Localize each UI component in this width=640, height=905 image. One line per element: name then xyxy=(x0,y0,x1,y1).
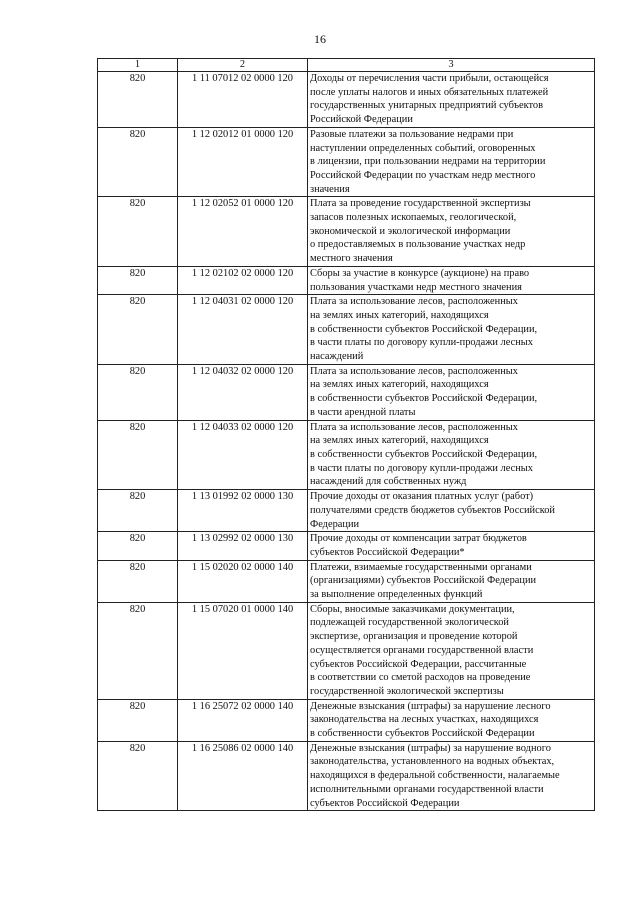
revenue-description-cell: Прочие доходы от компенсации затрат бюджетов субъектов Российской Федерации* xyxy=(308,532,595,560)
revenue-code-cell: 1 15 07020 01 0000 140 xyxy=(178,602,308,699)
table-row xyxy=(98,364,595,420)
revenue-description-cell: Денежные взыскания (штрафы) за нарушение лесного законодательства на лесных участках, находящихся в собственности субъектов Российской Федерации xyxy=(308,699,595,741)
revenue-description-cell: Плата за проведение государственной экспертизы запасов полезных ископаемых, геологической, экономической и экологической информации о предоставляемых в пользование участках недр местного значения xyxy=(308,197,595,267)
administrator-code-cell: 820 xyxy=(98,560,178,602)
revenue-description-cell: Сборы, вносимые заказчиками документации, подлежащей государственной экологической экспертизе, организация и проведение которой осуществляется органами государственной власти субъектов Российской Федерации, рассчитанные в соответствии со сметой расходов на проведение государственной экологической экспертизы xyxy=(308,602,595,699)
revenue-description-cell: Прочие доходы от оказания платных услуг (работ) получателями средств бюджетов субъектов Российской Федерации xyxy=(308,490,595,532)
revenue-code-cell: 1 16 25072 02 0000 140 xyxy=(178,699,308,741)
administrator-code-cell: 820 xyxy=(98,364,178,420)
table-row xyxy=(98,602,595,699)
revenue-code-cell: 1 12 04033 02 0000 120 xyxy=(178,420,308,490)
administrator-code-cell: 820 xyxy=(98,699,178,741)
column-header-3: 3 xyxy=(308,59,595,72)
revenue-description-cell: Платежи, взимаемые государственными органами (организациями) субъектов Российской Федерации за выполнение определенных функций xyxy=(308,560,595,602)
page-number: 16 xyxy=(314,32,326,46)
table-row xyxy=(98,560,595,602)
table-row xyxy=(98,197,595,267)
table-row xyxy=(98,699,595,741)
administrator-code-cell: 820 xyxy=(98,266,178,294)
revenue-description-cell: Плата за использование лесов, расположенных на землях иных категорий, находящихся в собственности субъектов Российской Федерации, в части арендной платы xyxy=(308,364,595,420)
administrator-code-cell: 820 xyxy=(98,420,178,490)
revenue-description-cell: Доходы от перечисления части прибыли, остающейся после уплаты налогов и иных обязательных платежей государственных унитарных предприятий субъектов Российской Федерации xyxy=(308,72,595,128)
column-header-1: 1 xyxy=(98,59,178,72)
administrator-code-cell: 820 xyxy=(98,197,178,267)
table-row xyxy=(98,490,595,532)
revenue-code-cell: 1 12 04032 02 0000 120 xyxy=(178,364,308,420)
table-row xyxy=(98,532,595,560)
revenue-code-cell: 1 13 01992 02 0000 130 xyxy=(178,490,308,532)
revenue-description-cell: Сборы за участие в конкурсе (аукционе) на право пользования участками недр местного значения xyxy=(308,266,595,294)
revenue-description-cell: Плата за использование лесов, расположенных на землях иных категорий, находящихся в собственности субъектов Российской Федерации, в части платы по договору купли-продажи лесных насаждений для собственных нужд xyxy=(308,420,595,490)
revenue-code-cell: 1 12 04031 02 0000 120 xyxy=(178,295,308,365)
administrator-code-cell: 820 xyxy=(98,532,178,560)
revenue-description-cell: Плата за использование лесов, расположенных на землях иных категорий, находящихся в собственности субъектов Российской Федерации, в части платы по договору купли-продажи лесных насаждений xyxy=(308,295,595,365)
revenue-code-cell: 1 12 02102 02 0000 120 xyxy=(178,266,308,294)
administrator-code-cell: 820 xyxy=(98,295,178,365)
administrator-code-cell: 820 xyxy=(98,741,178,811)
revenue-code-cell: 1 11 07012 02 0000 120 xyxy=(178,72,308,128)
revenue-code-cell: 1 12 02012 01 0000 120 xyxy=(178,127,308,197)
revenue-code-cell: 1 12 02052 01 0000 120 xyxy=(178,197,308,267)
table-header-row xyxy=(98,59,595,72)
administrator-code-cell: 820 xyxy=(98,490,178,532)
revenue-description-cell: Денежные взыскания (штрафы) за нарушение водного законодательства, установленного на водных объектах, находящихся в федеральной собственности, налагаемые исполнительными органами государственной власти субъектов Российской Федерации xyxy=(308,741,595,811)
column-header-2: 2 xyxy=(178,59,308,72)
revenue-code-cell: 1 13 02992 02 0000 130 xyxy=(178,532,308,560)
administrator-code-cell: 820 xyxy=(98,127,178,197)
table-row xyxy=(98,72,595,128)
administrator-code-cell: 820 xyxy=(98,602,178,699)
revenue-code-cell: 1 16 25086 02 0000 140 xyxy=(178,741,308,811)
revenue-code-cell: 1 15 02020 02 0000 140 xyxy=(178,560,308,602)
table-row xyxy=(98,127,595,197)
revenue-codes-table xyxy=(97,58,595,811)
table-row xyxy=(98,295,595,365)
administrator-code-cell: 820 xyxy=(98,72,178,128)
table-row xyxy=(98,420,595,490)
table-row xyxy=(98,266,595,294)
table-row xyxy=(98,741,595,811)
revenue-description-cell: Разовые платежи за пользование недрами при наступлении определенных событий, оговоренных в лицензии, при пользовании недрами на территории Российской Федерации по участкам недр местного значения xyxy=(308,127,595,197)
